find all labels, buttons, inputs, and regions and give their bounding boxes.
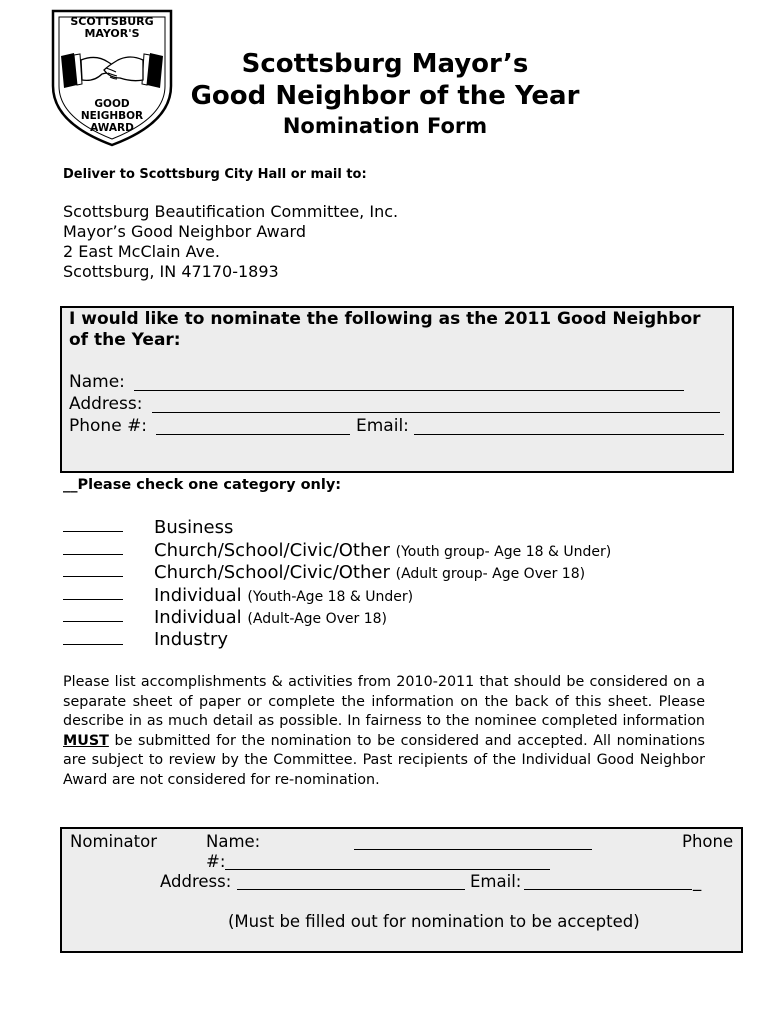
nominee-heading-line-2: of the Year: [69, 330, 181, 350]
nominee-section [60, 306, 734, 473]
category-item-church-adult [154, 562, 585, 585]
nominee-name-label: Name: [69, 372, 125, 392]
nominator-email-field[interactable] [524, 889, 692, 890]
nominee-phone-field[interactable] [156, 434, 350, 435]
page-title-line-2: Good Neighbor of the Year [190, 81, 580, 111]
category-label: Individual [154, 585, 242, 606]
category-note: (Youth-Age 18 & Under) [247, 589, 414, 605]
nominator-trailing-mark: _ [693, 872, 702, 891]
category-label: Industry [154, 629, 229, 650]
nominator-name-label: Name: [206, 832, 261, 851]
address-line: Mayor’s Good Neighbor Award [63, 222, 306, 241]
category-label: Church/School/Civic/Other [154, 562, 390, 583]
category-item-industry [154, 629, 228, 651]
category-instruction: __Please check one category only: [63, 477, 342, 493]
instructions-text: Please list accomplishments & activities from 2010-2011 that should be considered on a separate sheet of paper or complete the information on the back of this sheet. Please describe in as much detail as possible. In fairness to the nominee completed information [63, 674, 705, 729]
instructions-paragraph [63, 673, 705, 790]
nominee-address-field[interactable] [152, 412, 720, 413]
nominator-address-label: Address: [160, 872, 232, 891]
category-item-business [154, 517, 233, 539]
nominee-email-field[interactable] [414, 434, 724, 435]
nominee-name-field[interactable] [134, 390, 684, 391]
nominator-phone-field[interactable] [225, 869, 550, 870]
address-line: Scottsburg Beautification Committee, Inc. [63, 202, 399, 221]
address-line: 2 East McClain Ave. [63, 242, 220, 261]
delivery-instruction: Deliver to Scottsburg City Hall or mail to: [63, 167, 367, 182]
category-note: (Adult-Age Over 18) [247, 611, 388, 627]
instructions-text: be submitted for the nomination to be considered and accepted. All nominations are subject to review by the Committee. Past recipients of the Individual Good Neighbor Award are not considered for re-nomination. [63, 732, 705, 788]
nominator-name-field[interactable] [354, 849, 592, 850]
nominator-phone-label: Phone [682, 832, 734, 851]
nominee-phone-label: Phone #: [69, 416, 148, 436]
nominator-phone-hash-label: #: [206, 852, 226, 871]
nominator-section [60, 827, 743, 953]
nominee-email-label: Email: [356, 416, 409, 436]
category-checkbox-industry[interactable] [63, 644, 123, 645]
nominator-label: Nominator [70, 832, 158, 851]
nominator-note: (Must be filled out for nomination to be accepted) [228, 912, 640, 931]
category-item-church-youth [154, 540, 611, 563]
category-label: Individual [154, 607, 242, 628]
page-title-line-1: Scottsburg Mayor’s [241, 49, 529, 79]
category-checkbox-individual-adult[interactable] [63, 621, 123, 622]
logo-bottom-text: GOOD NEIGHBOR AWARD [80, 98, 144, 134]
logo-top-text: SCOTTSBURG MAYOR'S [70, 15, 154, 40]
category-label: Business [154, 517, 234, 538]
page-subtitle: Nomination Form [282, 114, 488, 138]
category-item-individual-youth [154, 585, 413, 608]
category-note: (Adult group- Age Over 18) [395, 566, 586, 582]
address-line: Scottsburg, IN 47170-1893 [63, 262, 279, 281]
nominee-address-label: Address: [69, 394, 143, 414]
category-note: (Youth group- Age 18 & Under) [395, 544, 612, 560]
category-checkbox-individual-youth[interactable] [63, 599, 123, 600]
nominee-heading-line-1: I would like to nominate the following as the 2011 Good Neighbor [69, 309, 701, 329]
nominator-address-field[interactable] [237, 889, 465, 890]
category-checkbox-business[interactable] [63, 531, 123, 532]
must-emphasis: MUST [63, 732, 109, 749]
category-checkbox-church-youth[interactable] [63, 554, 123, 555]
category-item-individual-adult [154, 607, 387, 630]
nominator-email-label: Email: [470, 872, 522, 891]
category-checkbox-church-adult[interactable] [63, 576, 123, 577]
category-label: Church/School/Civic/Other [154, 540, 390, 561]
